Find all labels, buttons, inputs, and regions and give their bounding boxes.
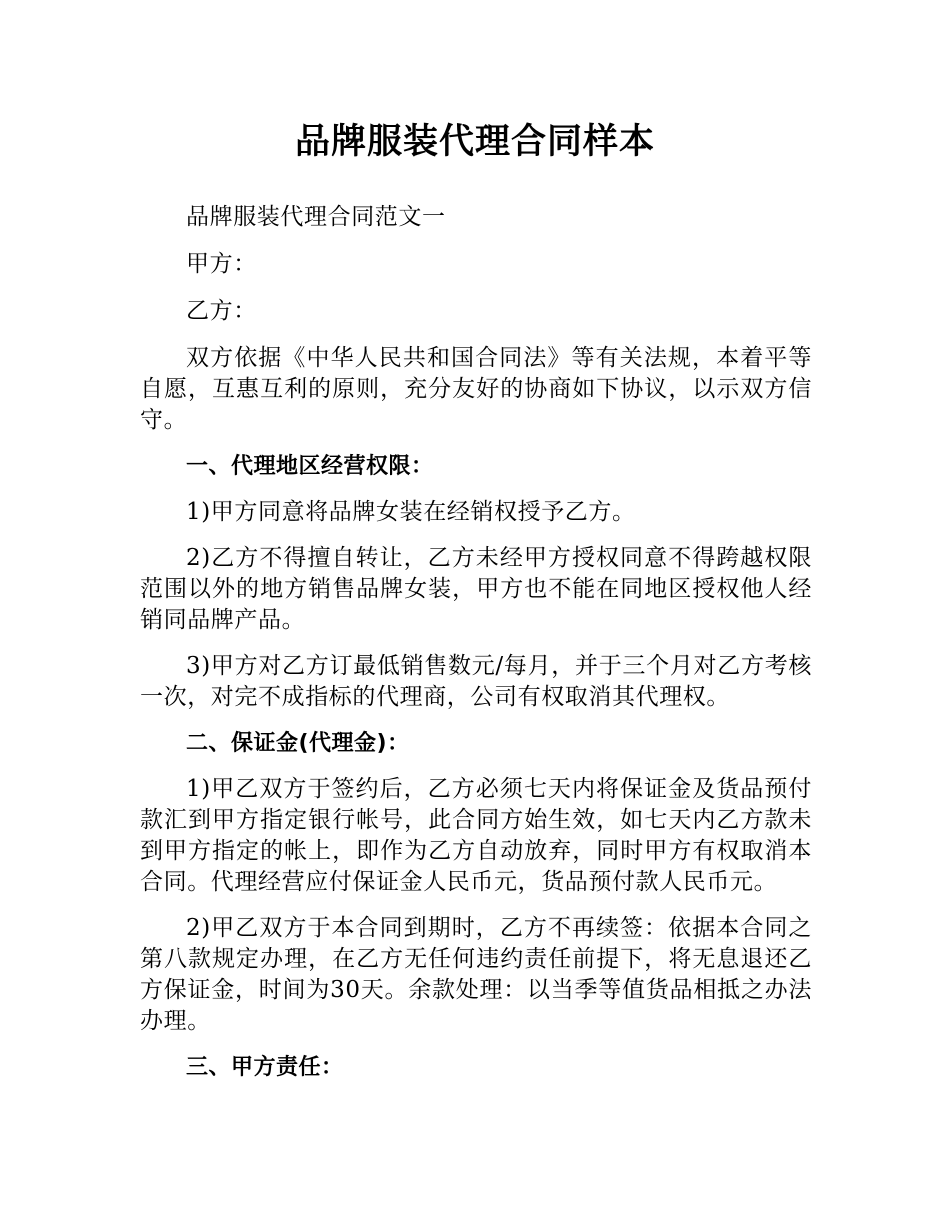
section1-item-1: 1)甲方同意将品牌女装在经销权授予乙方。 — [186, 499, 636, 525]
party-a-line: 甲方： — [186, 251, 257, 277]
intro-paragraph: 双方依据《中华人民共和国合同法》等有关法规，本着平等自愿，互惠互利的原则，充分友好的协商如下协议，以示双方信守。 — [140, 345, 812, 433]
section1-item-2: 2)乙方不得擅自转让，乙方未经甲方授权同意不得跨越权限范围以外的地方销售品牌女装，甲方也不能在同地区授权他人经销同品牌产品。 — [140, 545, 812, 633]
section2-item-1: 1)甲乙双方于签约后，乙方必须七天内将保证金及货品预付款汇到甲方指定银行帐号，此合同方始生效，如七天内乙方款未到甲方指定的帐上，即作为乙方自动放弃，同时甲方有权取消本合同。代理经营应付保证金人民币元，货品预付款人民币元。 — [140, 776, 812, 895]
party-b-line: 乙方： — [186, 298, 257, 324]
section-heading-2: 二、保证金(代理金)： — [186, 731, 410, 756]
document-body — [140, 202, 812, 1098]
section-heading-3: 三、甲方责任： — [186, 1055, 344, 1080]
section1-item-3: 3)甲方对乙方订最低销售数元/每月，并于三个月对乙方考核一次，对完不成指标的代理商，公司有权取消其代理权。 — [140, 653, 812, 710]
document-subtitle: 品牌服装代理合同范文一 — [186, 204, 446, 230]
section-heading-1: 一、代理地区经营权限： — [186, 454, 434, 479]
document-title: 品牌服装代理合同样本 — [294, 122, 655, 162]
section2-item-2: 2)甲乙双方于本合同到期时，乙方不再续签：依据本合同之第八款规定办理，在乙方无任何违约责任前提下，将无息退还乙方保证金，时间为30天。余款处理：以当季等值货品相抵之办法办理。 — [140, 915, 812, 1034]
